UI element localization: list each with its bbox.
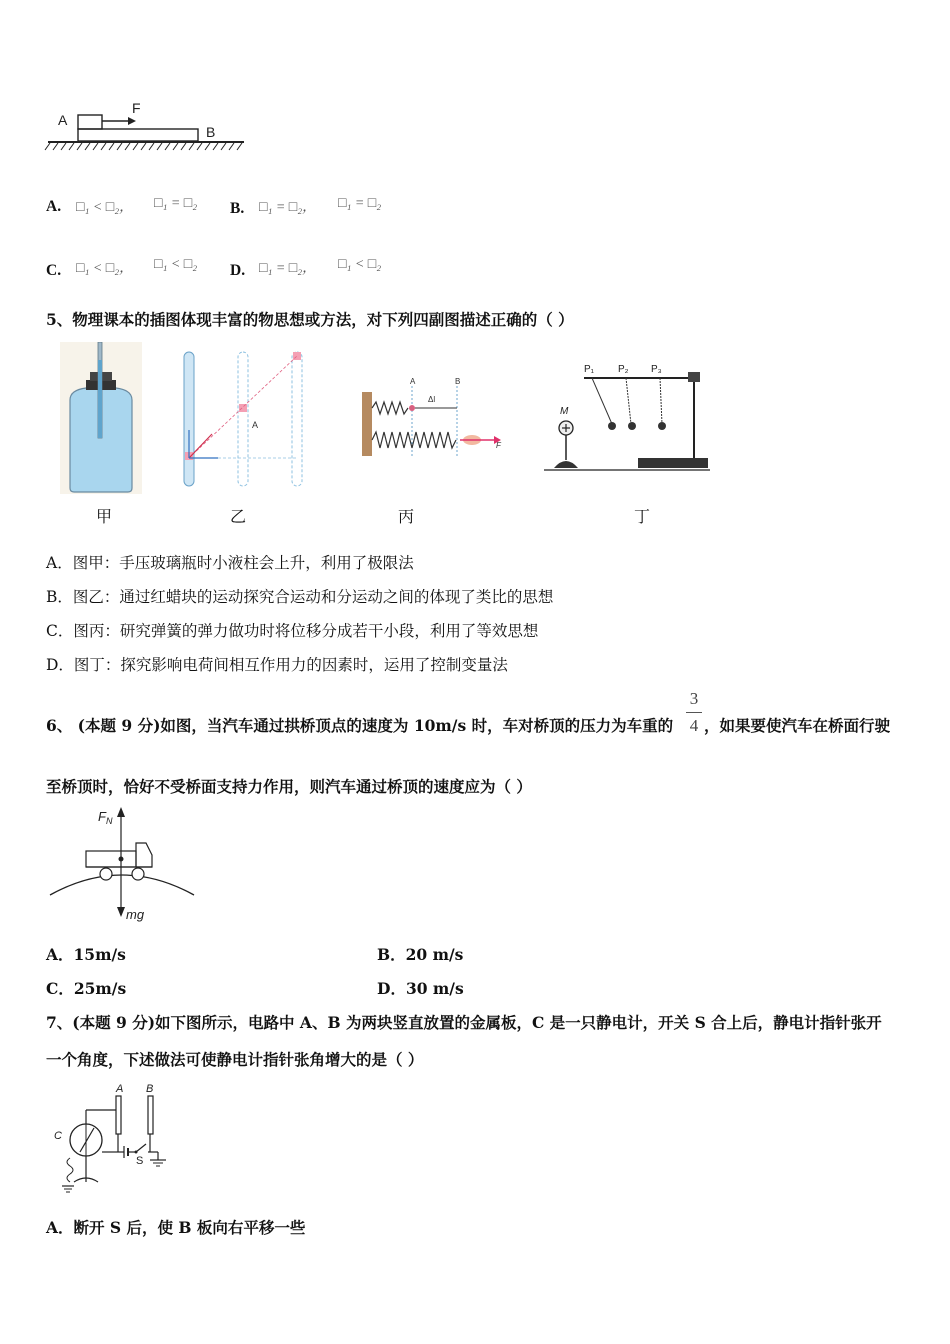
q7-stem-line1: 7、(本题 9 分)如下图所示，电路中 A、B 为两块竖直放置的金属板，C 是一只静电计，开关 S 合上后，静电计指针张开 [46, 1013, 882, 1032]
q6-truck-body [86, 851, 136, 867]
q4-option-c-math1: □₁ < □₂， [76, 261, 134, 276]
bing-label-b: B [455, 377, 461, 386]
ding-label-p1: P₁ [584, 364, 595, 375]
q4-option-c-letter: C. [46, 262, 62, 279]
q6-option-d[interactable]: D．30 m/s [377, 979, 464, 998]
q4-option-d-math1: □₁ = □₂， [259, 261, 317, 276]
q5-stem: 5、物理课本的插图体现丰富的物思想或方法，对下列四副图描述正确的（ ） [46, 310, 574, 329]
q4-option-d-math2: □₁ < □₂ [338, 257, 382, 272]
fig4-label-b: B [206, 124, 216, 140]
q7-fig-label-a: A [116, 1083, 124, 1095]
bing-label-dl: Δl [428, 395, 436, 404]
q7-fig-label-s: S [136, 1155, 144, 1167]
ding-label-p3: P₃ [651, 364, 662, 375]
q4-option-d-letter: D. [230, 262, 246, 279]
q6-option-b[interactable]: B．20 m/s [377, 945, 464, 964]
q7-option-a[interactable]: A．断开 S 后，使 B 板向右平移一些 [46, 1218, 306, 1237]
q5-figure-ding [540, 360, 715, 478]
q6-stem-part2: ，如果要使汽车在桥面行驶 [704, 716, 891, 735]
q6-fig-fn-main: F [98, 809, 106, 824]
q4-option-c[interactable] [46, 260, 61, 280]
bing-label-a: A [410, 377, 416, 386]
q5-figure-bing [360, 376, 506, 458]
q4-option-b-letter: B. [230, 200, 245, 217]
q4-option-a-math2: □₁ = □₂ [154, 196, 198, 211]
q7-fig-label-b: B [146, 1083, 154, 1095]
q6-option-c[interactable]: C．25m/s [46, 979, 127, 998]
fig4-label-f: F [132, 100, 141, 116]
q5-option-a[interactable]: A．图甲：手压玻璃瓶时小液柱会上升，利用了极限法 [46, 554, 414, 572]
q4-option-d[interactable] [230, 260, 245, 280]
q5-caption-ding: 丁 [634, 507, 651, 526]
ding-label-p2: P₂ [618, 364, 629, 375]
q4-figure [40, 95, 250, 160]
q6-fraction-numerator: 3 [689, 689, 699, 708]
q6-option-a[interactable]: A．15m/s [46, 945, 126, 964]
q6-figure [48, 805, 196, 923]
yi-label-a: A [252, 420, 259, 430]
q4-option-b-math1: □₁ = □₂， [259, 200, 317, 215]
q5-caption-jia: 甲 [96, 507, 113, 526]
q5-option-d[interactable]: D．图丁：探究影响电荷间相互作用力的因素时，运用了控制变量法 [46, 656, 508, 674]
q4-option-a[interactable] [46, 196, 61, 216]
q4-option-c-math2: □₁ < □₂ [154, 257, 198, 272]
fig4-block [78, 115, 102, 129]
q5-option-b[interactable]: B．图乙：通过红蜡块的运动探究合运动和分运动之间的体现了类比的思想 [46, 588, 554, 606]
q7-stem-line2: 一个角度，下述做法可使静电计指针张角增大的是（ ） [46, 1050, 424, 1069]
q4-option-a-math1: □₁ < □₂， [76, 200, 134, 215]
q5-option-c[interactable]: C．图丙：研究弹簧的弹力做功时将位移分成若干小段，利用了等效思想 [46, 622, 539, 640]
q5-caption-bing: 丙 [398, 507, 415, 526]
q4-option-b-math2: □₁ = □₂ [338, 196, 382, 211]
q6-fraction-bar [686, 712, 702, 713]
bing-label-f: F [496, 441, 501, 450]
q6-stem-line2: 至桥顶时，恰好不受桥面支持力作用，则汽车通过桥顶的速度应为（ ） [46, 777, 532, 796]
q4-option-a-letter: A. [46, 198, 62, 215]
q7-figure [44, 1082, 176, 1197]
q6-fig-mg: mg [126, 907, 145, 922]
fig4-board [78, 129, 198, 141]
q6-fig-fn [98, 809, 113, 826]
q4-option-b[interactable] [230, 198, 244, 218]
q5-caption-yi: 乙 [230, 507, 247, 526]
q7-fig-label-c: C [54, 1130, 62, 1142]
q6-fig-fn-sub: N [105, 816, 113, 826]
q6-stem-part1: 6、 (本题 9 分)如图，当汽车通过拱桥顶点的速度为 10m/s 时，车对桥顶的压力为车重的 [46, 716, 674, 735]
q5-figure-yi [178, 348, 310, 490]
q5-figure-jia [60, 342, 142, 494]
ding-label-m: M [560, 406, 569, 417]
q6-fraction-denominator: 4 [689, 716, 699, 735]
fig4-label-a: A [58, 112, 68, 128]
